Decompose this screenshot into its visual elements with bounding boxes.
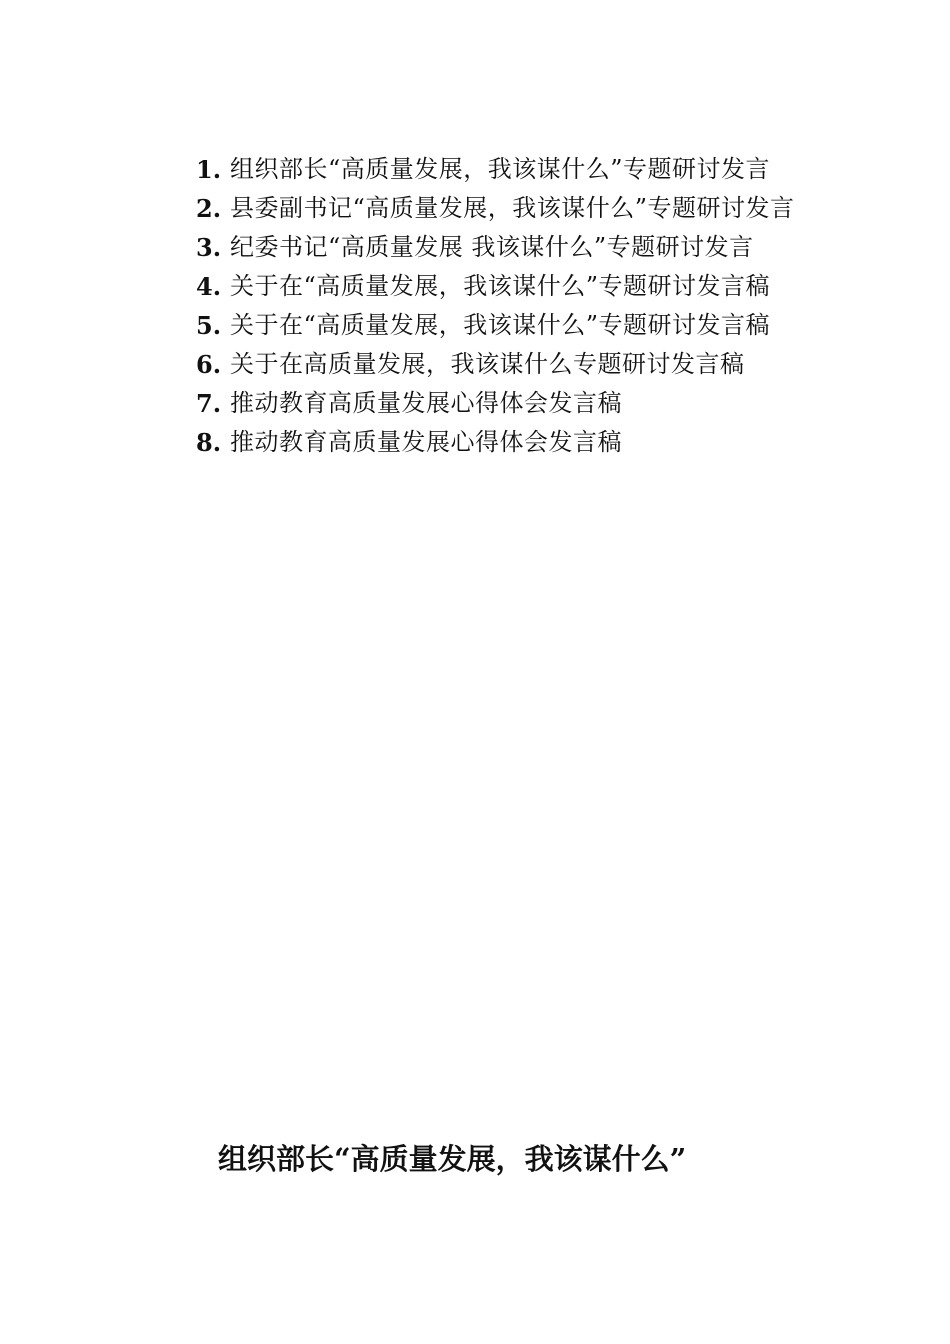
toc-item-8 — [196, 423, 816, 482]
toc-item-number: 2. — [196, 194, 222, 223]
toc-item-text: 推动教育高质量发展心得体会发言稿 — [230, 428, 622, 456]
toc-item-text: 关于在“高质量发展，我该谋什么”专题研讨发言稿 — [230, 311, 771, 339]
toc-item-number: 4. — [196, 272, 222, 301]
section-heading: 组织部长“高质量发展，我该谋什么” — [218, 1142, 687, 1177]
toc-item-number: 3. — [196, 233, 222, 262]
toc-item-text: 关于在高质量发展，我该谋什么专题研讨发言稿 — [230, 350, 745, 378]
toc-item-text: 县委副书记“高质量发展，我该谋什么”专题研讨发言 — [230, 194, 795, 222]
toc-item-text: 推动教育高质量发展心得体会发言稿 — [230, 389, 622, 417]
toc-item-text: 关于在“高质量发展，我该谋什么”专题研讨发言稿 — [230, 272, 771, 300]
toc-item-text: 组织部长“高质量发展，我该谋什么”专题研讨发言 — [230, 155, 771, 183]
toc-item-number: 5. — [196, 311, 222, 340]
toc-item-number: 8. — [196, 428, 222, 457]
toc-item-text: 纪委书记“高质量发展 我该谋什么”专题研讨发言 — [230, 233, 754, 261]
table-of-contents — [196, 150, 816, 482]
toc-item-number: 7. — [196, 389, 222, 418]
toc-item-number: 6. — [196, 350, 222, 379]
toc-item-number: 1. — [196, 155, 222, 184]
